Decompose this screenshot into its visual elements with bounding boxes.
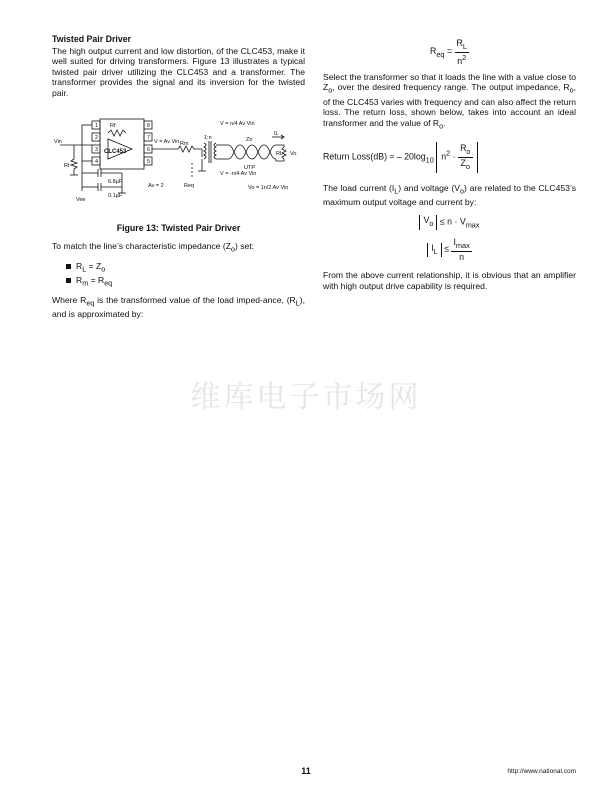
- il-label: IL: [274, 130, 279, 137]
- v-minus-label: V = -n/4 Av Vin: [220, 170, 257, 177]
- v-plus-label: V = n/4 Av Vin: [220, 120, 255, 127]
- watermark-text: 维库电子市场网: [190, 380, 422, 415]
- ratio-label: 1:n: [204, 134, 212, 141]
- vee-label: Vee: [76, 196, 86, 203]
- rt-label: Rt: [64, 162, 70, 169]
- pin-3: 3: [95, 146, 99, 153]
- left-column: [52, 34, 305, 320]
- cap2-label: 0.1µF: [108, 192, 123, 199]
- bullet-rl-zo: $R_L = Z_o$: [66, 261, 305, 275]
- rl-label: RL: [276, 150, 284, 157]
- pin-8: 8: [147, 122, 151, 129]
- vo-eq-label: Vo = 1n/2 Av Vin: [248, 184, 289, 191]
- gain-note: V = Av Vin: [154, 138, 180, 145]
- chip-label: CLC453: [104, 148, 127, 155]
- vo-label: Vo: [290, 150, 297, 157]
- where-paragraph: Where $R_{eq}$ is the transformed value of the load imped-ance, $(R_L)$, and is approximated by:: [52, 294, 306, 320]
- impedance-list: [66, 261, 305, 288]
- req-label: Req: [184, 182, 195, 189]
- utp-label: UTP: [244, 164, 255, 171]
- pin-5: 5: [147, 158, 151, 165]
- figure-caption: Figure 13: Twisted Pair Driver: [116, 222, 241, 233]
- figure-13-schematic: [52, 107, 305, 219]
- bullet-rm-req: $R_m = R_{eq}$: [66, 275, 305, 289]
- av-label: Av = 2: [148, 182, 164, 189]
- match-paragraph: To match the line’s characteristic impedance $(Z_o)$ set:: [52, 241, 255, 254]
- select-paragraph: Select the transformer so that it loads the line with a value close to $Z_o$, over the desired frequency range. The output impedance, $R_o$, of the CLC453 varies with frequency and can also affect the return loss. The return loss, shown below, takes into account an ideal transformer and the value of $R_o$.: [323, 71, 576, 131]
- pin-2: 2: [95, 134, 99, 141]
- vin-label: Vin: [54, 138, 62, 145]
- cap1-label: 6.8µF: [108, 178, 123, 185]
- conclusion-paragraph: From the above current relationship, it is obvious that an amplifier with high output drive capability is required.: [323, 270, 576, 291]
- current-inequality: $I_L$ ≤ $\frac{I_{max}}{n}$: [323, 237, 576, 262]
- rm-label: Rm: [180, 140, 189, 147]
- section-heading: Twisted Pair Driver: [52, 34, 132, 44]
- return-loss-equation: Return Loss(dB) ≈ – $20\log_{10}$ $n^2$ · $\frac{R_o}{Z_o}$: [323, 142, 576, 173]
- footer-url[interactable]: http://www.national.com: [507, 768, 576, 775]
- pin-6: 6: [147, 146, 151, 153]
- pin-4: 4: [95, 158, 99, 165]
- schematic-svg: [52, 107, 305, 219]
- page-number: 11: [301, 766, 311, 776]
- zo-label: Zo: [246, 136, 253, 143]
- pin-1: 1: [95, 122, 99, 129]
- req-equation: $R_{eq}$ = $\frac{R_L}{n^2}$: [430, 38, 467, 66]
- right-column: [323, 34, 576, 291]
- rf-label: Rf: [110, 122, 116, 129]
- pin-7: 7: [147, 134, 151, 141]
- voltage-inequality: $V_o \le n \cdot V_{max}$: [323, 215, 576, 231]
- load-paragraph: The load current $(I_L)$ and voltage $(V_o)$ are related to the CLC453’s maximum output voltage and current by:: [323, 182, 576, 207]
- intro-paragraph: The high output current and low distortion, of the CLC453, make it well suited for driving transformers. Figure 13 illustrates a typical twisted pair driver utilizing the CLC453 and a transformer. The transformer provides the signal and its inversion for the twisted pair.: [52, 45, 305, 98]
